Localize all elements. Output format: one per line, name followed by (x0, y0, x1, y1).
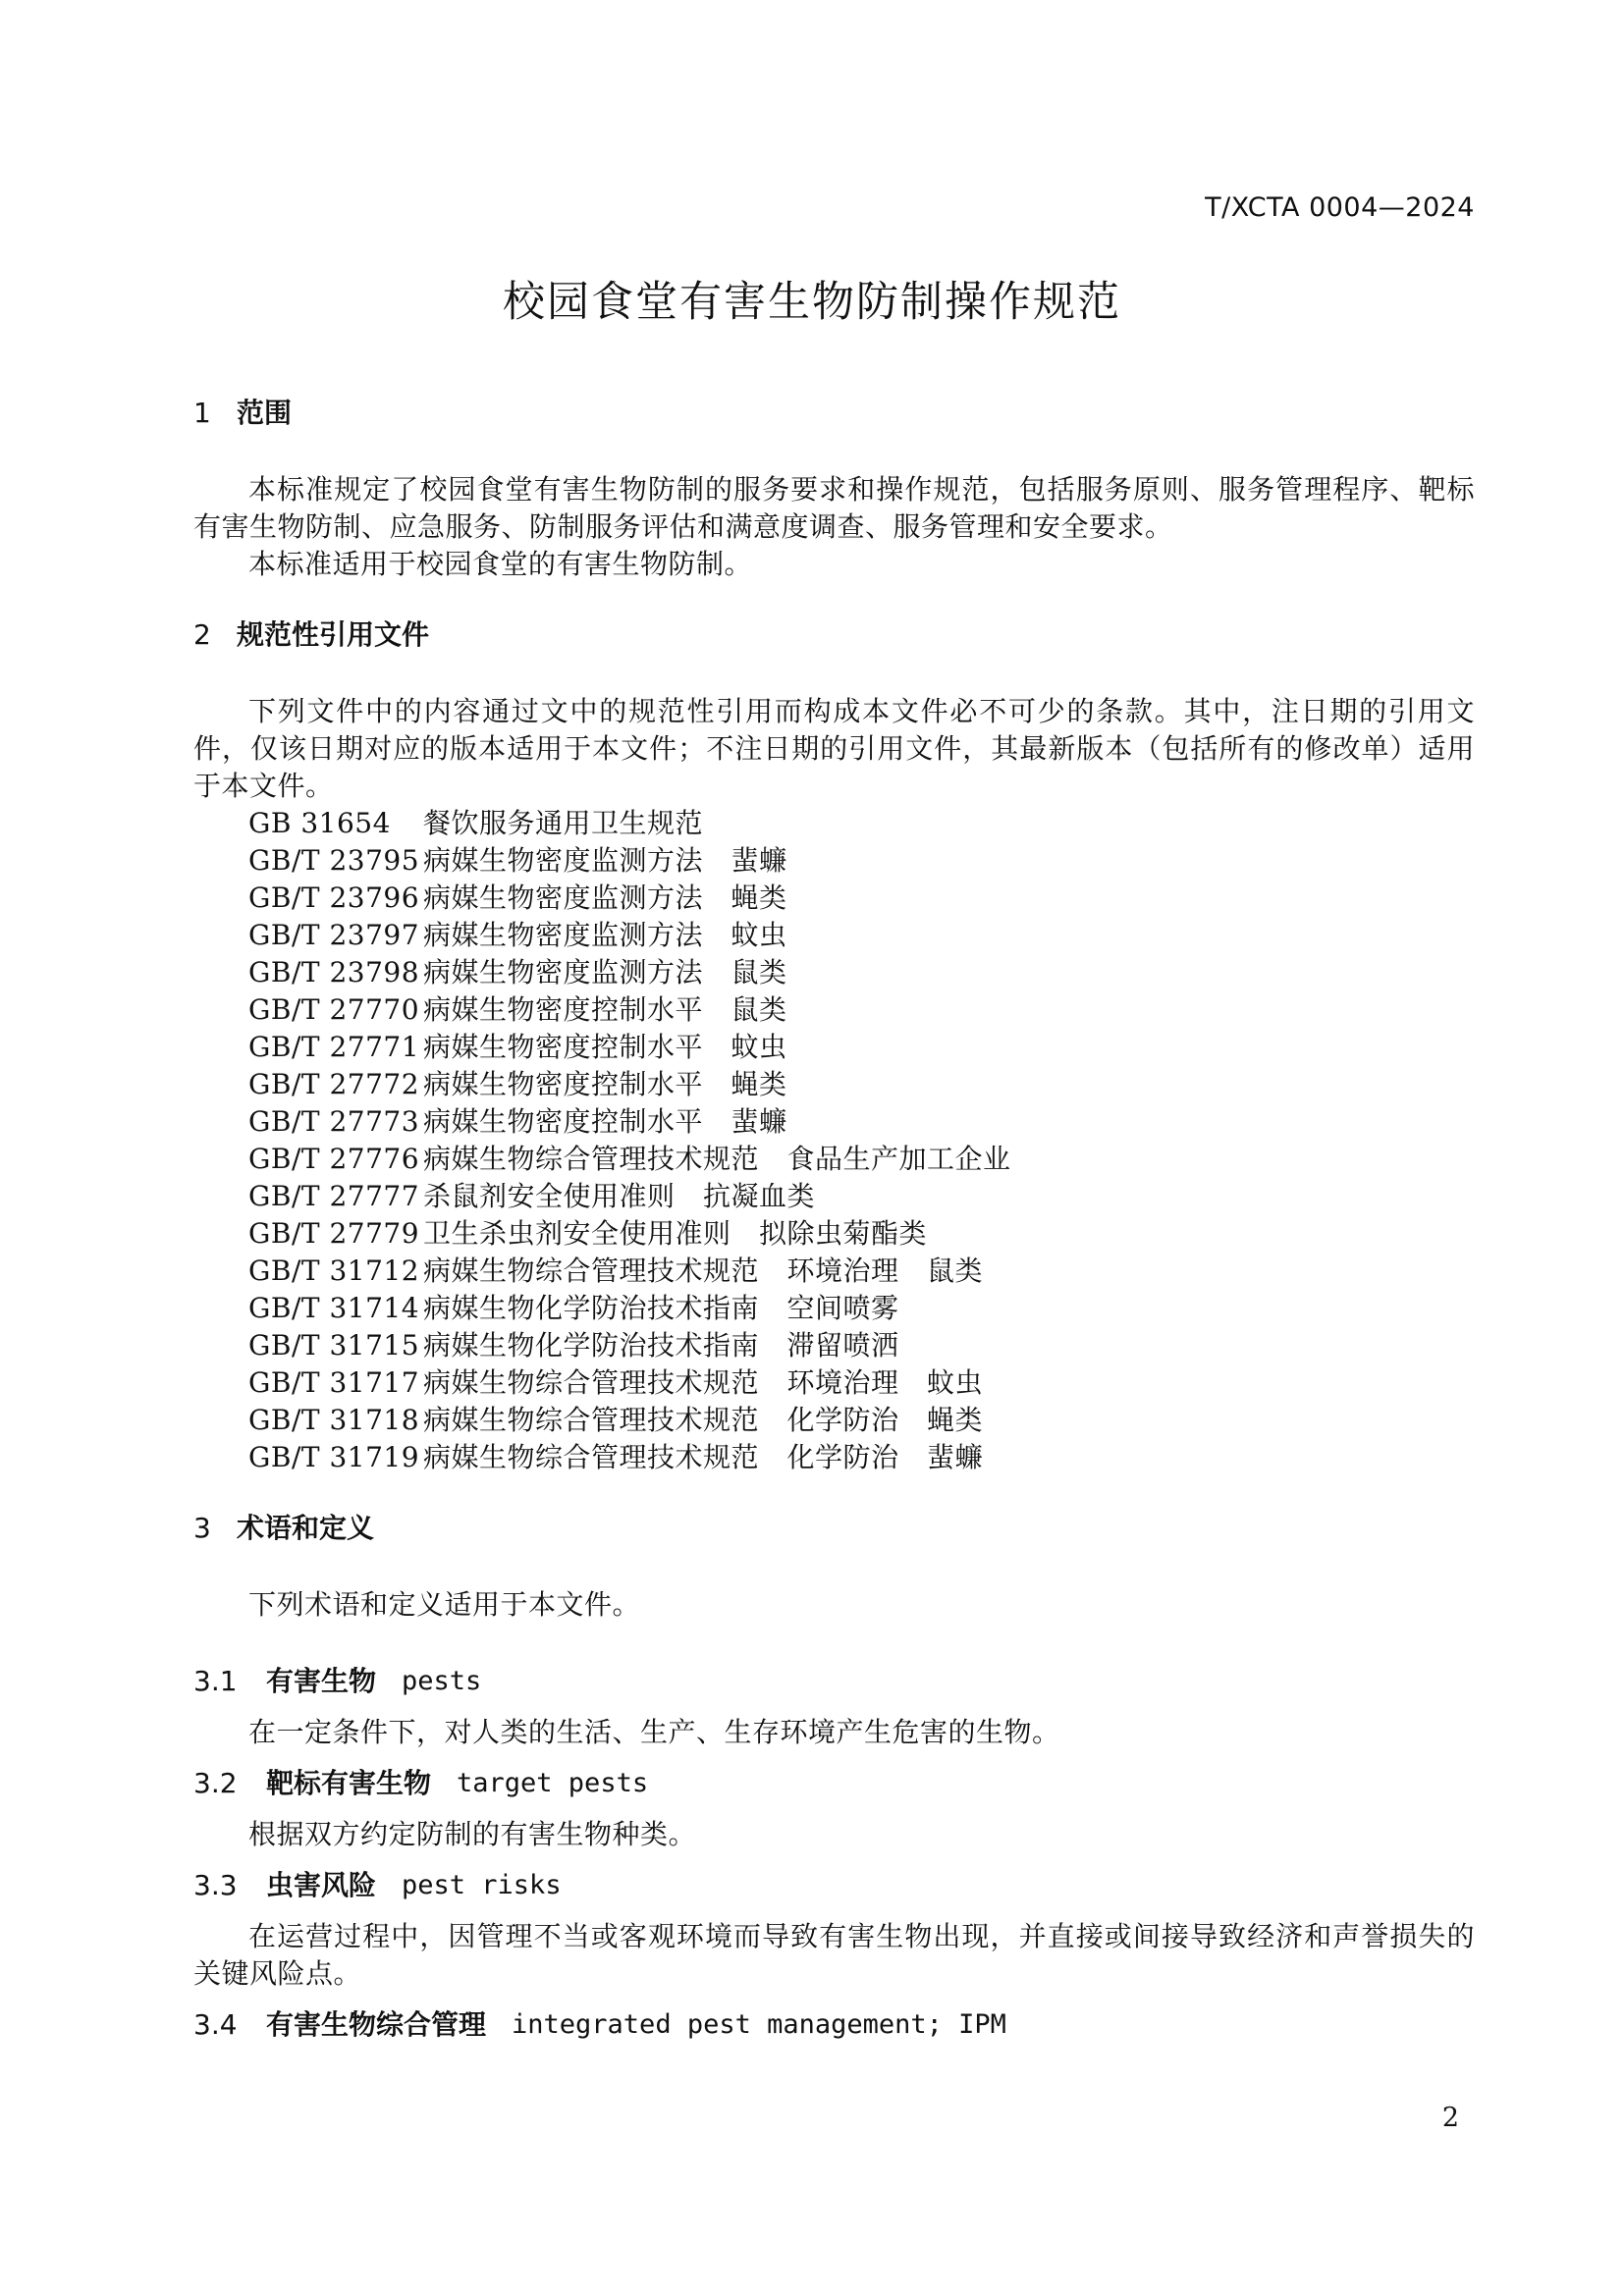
reference-item (193, 1327, 1475, 1364)
section-heading-normative-references (193, 616, 1475, 654)
term-english: pests (402, 1666, 482, 1696)
reference-code: GB 31654 (248, 807, 391, 839)
term-definition: 在运营过程中，因管理不当或客观环境而导致有害生物出现，并直接或间接导致经济和声誉损失的关键风险点。 (193, 1920, 1475, 1990)
reference-item (193, 1253, 1475, 1290)
reference-title: 病媒生物密度监测方法 鼠类 (423, 956, 787, 988)
term-heading (193, 2006, 1475, 2044)
reference-code: GB/T 27772 (248, 1068, 420, 1100)
reference-item (193, 1141, 1475, 1178)
term-heading (193, 1663, 1475, 1700)
section-title: 术语和定义 (237, 1512, 375, 1544)
reference-item (193, 1290, 1475, 1327)
term-chinese: 虫害风险 (266, 1869, 377, 1901)
term-number: 3.4 (193, 2008, 238, 2041)
reference-item (193, 805, 1475, 842)
reference-title: 病媒生物密度控制水平 蜚蠊 (423, 1105, 787, 1138)
reference-item (193, 1402, 1475, 1439)
term-english: target pests (457, 1768, 649, 1798)
paragraph: 本标准适用于校园食堂的有害生物防制。 (248, 548, 753, 580)
reference-code: GB/T 27777 (248, 1180, 420, 1212)
term-chinese: 有害生物 (266, 1665, 377, 1697)
reference-code: GB/T 23796 (248, 881, 420, 914)
reference-item (193, 880, 1475, 917)
reference-item (193, 991, 1475, 1029)
reference-item (193, 1029, 1475, 1066)
reference-list (193, 805, 1475, 1476)
term-number: 3.2 (193, 1767, 238, 1799)
reference-item (193, 1364, 1475, 1402)
term-chinese: 靶标有害生物 (266, 1767, 432, 1799)
reference-item (193, 842, 1475, 880)
reference-title: 卫生杀虫剂安全使用准则 拟除虫菊酯类 (423, 1217, 928, 1250)
document-code: T/XCTA 0004—2024 (1205, 192, 1475, 223)
section-title: 范围 (237, 397, 293, 429)
term-number: 3.3 (193, 1869, 238, 1901)
reference-code: GB/T 27770 (248, 993, 420, 1026)
reference-code: GB/T 27776 (248, 1143, 420, 1175)
section-number: 2 (193, 618, 211, 651)
reference-code: GB/T 23797 (248, 919, 420, 951)
page-number: 2 (1441, 2103, 1459, 2133)
reference-code: GB/T 27779 (248, 1217, 420, 1250)
term-definition: 根据双方约定防制的有害生物种类。 (248, 1818, 697, 1850)
reference-code: GB/T 23795 (248, 844, 420, 877)
reference-title: 病媒生物综合管理技术规范 化学防治 蜚蠊 (423, 1441, 984, 1473)
reference-title: 病媒生物化学防治技术指南 空间喷雾 (423, 1292, 899, 1324)
reference-item (193, 954, 1475, 991)
section-heading-terms (193, 1510, 1475, 1547)
reference-title: 病媒生物综合管理技术规范 环境治理 蚊虫 (423, 1366, 984, 1399)
document-body (193, 395, 1475, 2044)
reference-item (193, 1103, 1475, 1141)
section-title: 规范性引用文件 (237, 618, 430, 651)
term-english: integrated pest management; IPM (512, 2009, 1006, 2040)
reference-title: 病媒生物综合管理技术规范 化学防治 蝇类 (423, 1404, 984, 1436)
reference-item (193, 1066, 1475, 1103)
reference-title: 病媒生物密度控制水平 蚊虫 (423, 1031, 787, 1063)
reference-title: 杀鼠剂安全使用准则 抗凝血类 (423, 1180, 816, 1212)
term-number: 3.1 (193, 1665, 238, 1697)
term-definition: 在一定条件下，对人类的生活、生产、生存环境产生危害的生物。 (248, 1716, 1060, 1748)
reference-code: GB/T 31717 (248, 1366, 420, 1399)
reference-code: GB/T 31714 (248, 1292, 420, 1324)
reference-title: 病媒生物密度控制水平 鼠类 (423, 993, 787, 1026)
reference-title: 病媒生物密度监测方法 蝇类 (423, 881, 787, 914)
paragraph: 下列术语和定义适用于本文件。 (248, 1588, 641, 1621)
section-heading-scope (193, 395, 1475, 432)
reference-code: GB/T 23798 (248, 956, 420, 988)
paragraph: 本标准规定了校园食堂有害生物防制的服务要求和操作规范，包括服务原则、服务管理程序、靶标有害生物防制、应急服务、防制服务评估和满意度调查、服务管理和安全要求。 (193, 473, 1475, 543)
term-english: pest risks (402, 1870, 562, 1900)
reference-item (193, 1215, 1475, 1253)
reference-title: 病媒生物密度控制水平 蝇类 (423, 1068, 787, 1100)
reference-code: GB/T 27771 (248, 1031, 420, 1063)
document-title: 校园食堂有害生物防制操作规范 (503, 278, 1121, 327)
reference-code: GB/T 27773 (248, 1105, 420, 1138)
paragraph: 下列文件中的内容通过文中的规范性引用而构成本文件必不可少的条款。其中，注日期的引用文件，仅该日期对应的版本适用于本文件；不注日期的引用文件，其最新版本（包括所有的修改单）适用于本文件。 (193, 695, 1475, 802)
term-heading (193, 1867, 1475, 1904)
reference-title: 餐饮服务通用卫生规范 (423, 807, 704, 839)
term-chinese: 有害生物综合管理 (266, 2008, 487, 2041)
reference-title: 病媒生物化学防治技术指南 滞留喷洒 (423, 1329, 899, 1362)
reference-title: 病媒生物综合管理技术规范 环境治理 鼠类 (423, 1255, 984, 1287)
reference-item (193, 917, 1475, 954)
reference-item (193, 1178, 1475, 1215)
reference-code: GB/T 31719 (248, 1441, 420, 1473)
reference-title: 病媒生物密度监测方法 蜚蠊 (423, 844, 787, 877)
reference-code: GB/T 31715 (248, 1329, 420, 1362)
term-heading (193, 1765, 1475, 1802)
reference-title: 病媒生物密度监测方法 蚊虫 (423, 919, 787, 951)
reference-code: GB/T 31712 (248, 1255, 420, 1287)
reference-code: GB/T 31718 (248, 1404, 420, 1436)
reference-item (193, 1439, 1475, 1476)
reference-title: 病媒生物综合管理技术规范 食品生产加工企业 (423, 1143, 1011, 1175)
section-number: 3 (193, 1512, 211, 1544)
section-number: 1 (193, 397, 211, 429)
